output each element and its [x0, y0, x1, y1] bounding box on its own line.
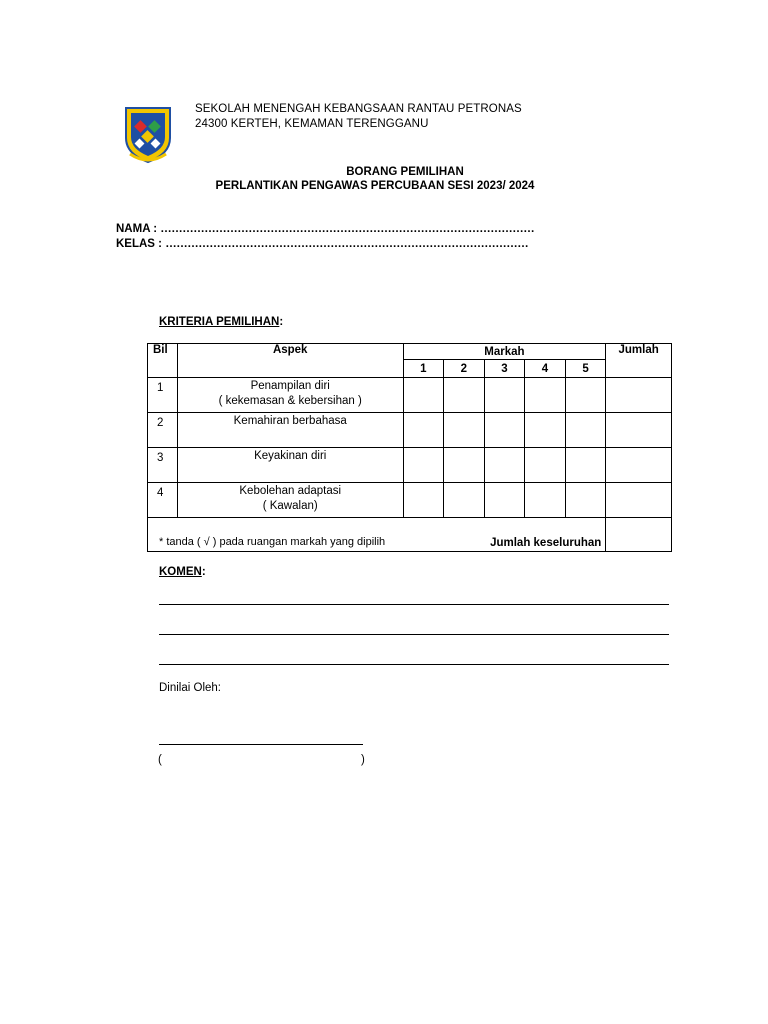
score-cell[interactable]	[484, 448, 525, 483]
score-cell[interactable]	[565, 448, 606, 483]
score-cell[interactable]	[444, 483, 485, 518]
row-bil: 3	[148, 448, 178, 483]
form-title	[140, 165, 610, 193]
score-cell[interactable]	[525, 483, 566, 518]
nama-dots: …………………………………………………………………………………………	[160, 223, 535, 235]
row-aspek	[177, 483, 403, 518]
kelas-dots: ………………………………………………………………………………………	[165, 238, 529, 250]
school-name: SEKOLAH MENENGAH KEBANGSAAN RANTAU PETRONAS	[195, 103, 522, 115]
school-header	[195, 102, 522, 132]
total-label: Jumlah keseluruhan	[148, 518, 606, 552]
komen-line-3[interactable]	[159, 664, 669, 665]
row-aspek	[177, 448, 403, 483]
score-header-2: 2	[444, 360, 485, 378]
nama-field[interactable]	[116, 222, 534, 237]
aspek-line2: ( kekemasan & kebersihan )	[218, 394, 362, 407]
komen-heading	[159, 566, 206, 578]
jumlah-cell[interactable]	[606, 413, 672, 448]
score-cell[interactable]	[525, 448, 566, 483]
school-address: 24300 KERTEH, KEMAMAN TERENGGANU	[195, 118, 429, 130]
score-cell[interactable]	[484, 378, 525, 413]
score-cell[interactable]	[484, 483, 525, 518]
table-row	[148, 448, 672, 483]
jumlah-cell[interactable]	[606, 378, 672, 413]
table-row	[148, 378, 672, 413]
komen-line-2[interactable]	[159, 634, 669, 635]
nama-label: NAMA :	[116, 223, 161, 235]
header-markah: Markah	[403, 344, 606, 360]
name-open-paren: (	[158, 754, 162, 766]
score-cell[interactable]	[403, 413, 444, 448]
kelas-field[interactable]	[116, 237, 534, 252]
score-cell[interactable]	[403, 378, 444, 413]
score-header-5: 5	[565, 360, 606, 378]
header-jumlah: Jumlah	[606, 344, 672, 378]
header-aspek: Aspek	[177, 344, 403, 378]
row-bil: 1	[148, 378, 178, 413]
row-bil: 4	[148, 483, 178, 518]
aspek-line2: ( Kawalan)	[262, 499, 318, 512]
score-cell[interactable]	[444, 378, 485, 413]
criteria-heading	[159, 316, 283, 328]
score-cell[interactable]	[403, 483, 444, 518]
aspek-line1: Keyakinan diri	[254, 450, 327, 462]
signature-line[interactable]	[159, 744, 363, 745]
instruction-note: * tanda ( √ ) pada ruangan markah yang dipilih	[159, 536, 386, 548]
jumlah-cell[interactable]	[606, 448, 672, 483]
form-title-line2: PERLANTIKAN PENGAWAS PERCUBAAN SESI 2023/ 2024	[215, 180, 535, 192]
score-cell[interactable]	[525, 413, 566, 448]
name-close-paren: )	[361, 754, 365, 766]
score-cell[interactable]	[444, 448, 485, 483]
table-row	[148, 413, 672, 448]
score-cell[interactable]	[565, 378, 606, 413]
criteria-table	[147, 343, 672, 552]
score-header-4: 4	[525, 360, 566, 378]
row-aspek	[177, 413, 403, 448]
jumlah-cell[interactable]	[606, 483, 672, 518]
row-bil: 2	[148, 413, 178, 448]
komen-label: KOMEN	[159, 566, 202, 578]
score-cell[interactable]	[565, 413, 606, 448]
student-fields	[116, 222, 534, 252]
criteria-heading-colon: :	[279, 316, 284, 328]
score-cell[interactable]	[525, 378, 566, 413]
score-header-1: 1	[403, 360, 444, 378]
aspek-line1: Kemahiran berbahasa	[233, 415, 347, 427]
aspek-line1: Kebolehan adaptasi	[239, 485, 342, 497]
dinilai-label: Dinilai Oleh:	[159, 682, 221, 694]
komen-line-1[interactable]	[159, 604, 669, 605]
criteria-heading-text: KRITERIA PEMILIHAN	[159, 316, 280, 328]
score-cell[interactable]	[565, 483, 606, 518]
score-header-3: 3	[484, 360, 525, 378]
komen-colon: :	[201, 566, 206, 578]
score-cell[interactable]	[403, 448, 444, 483]
kelas-label: KELAS :	[116, 238, 166, 250]
row-aspek	[177, 378, 403, 413]
school-crest-icon	[122, 104, 174, 166]
total-cell[interactable]	[606, 518, 672, 552]
table-header-row	[148, 344, 672, 360]
score-cell[interactable]	[444, 413, 485, 448]
form-title-line1: BORANG PEMILIHAN	[346, 166, 464, 178]
header-bil: Bil	[148, 344, 178, 378]
aspek-line1: Penampilan diri	[250, 380, 330, 392]
score-cell[interactable]	[484, 413, 525, 448]
table-row	[148, 483, 672, 518]
